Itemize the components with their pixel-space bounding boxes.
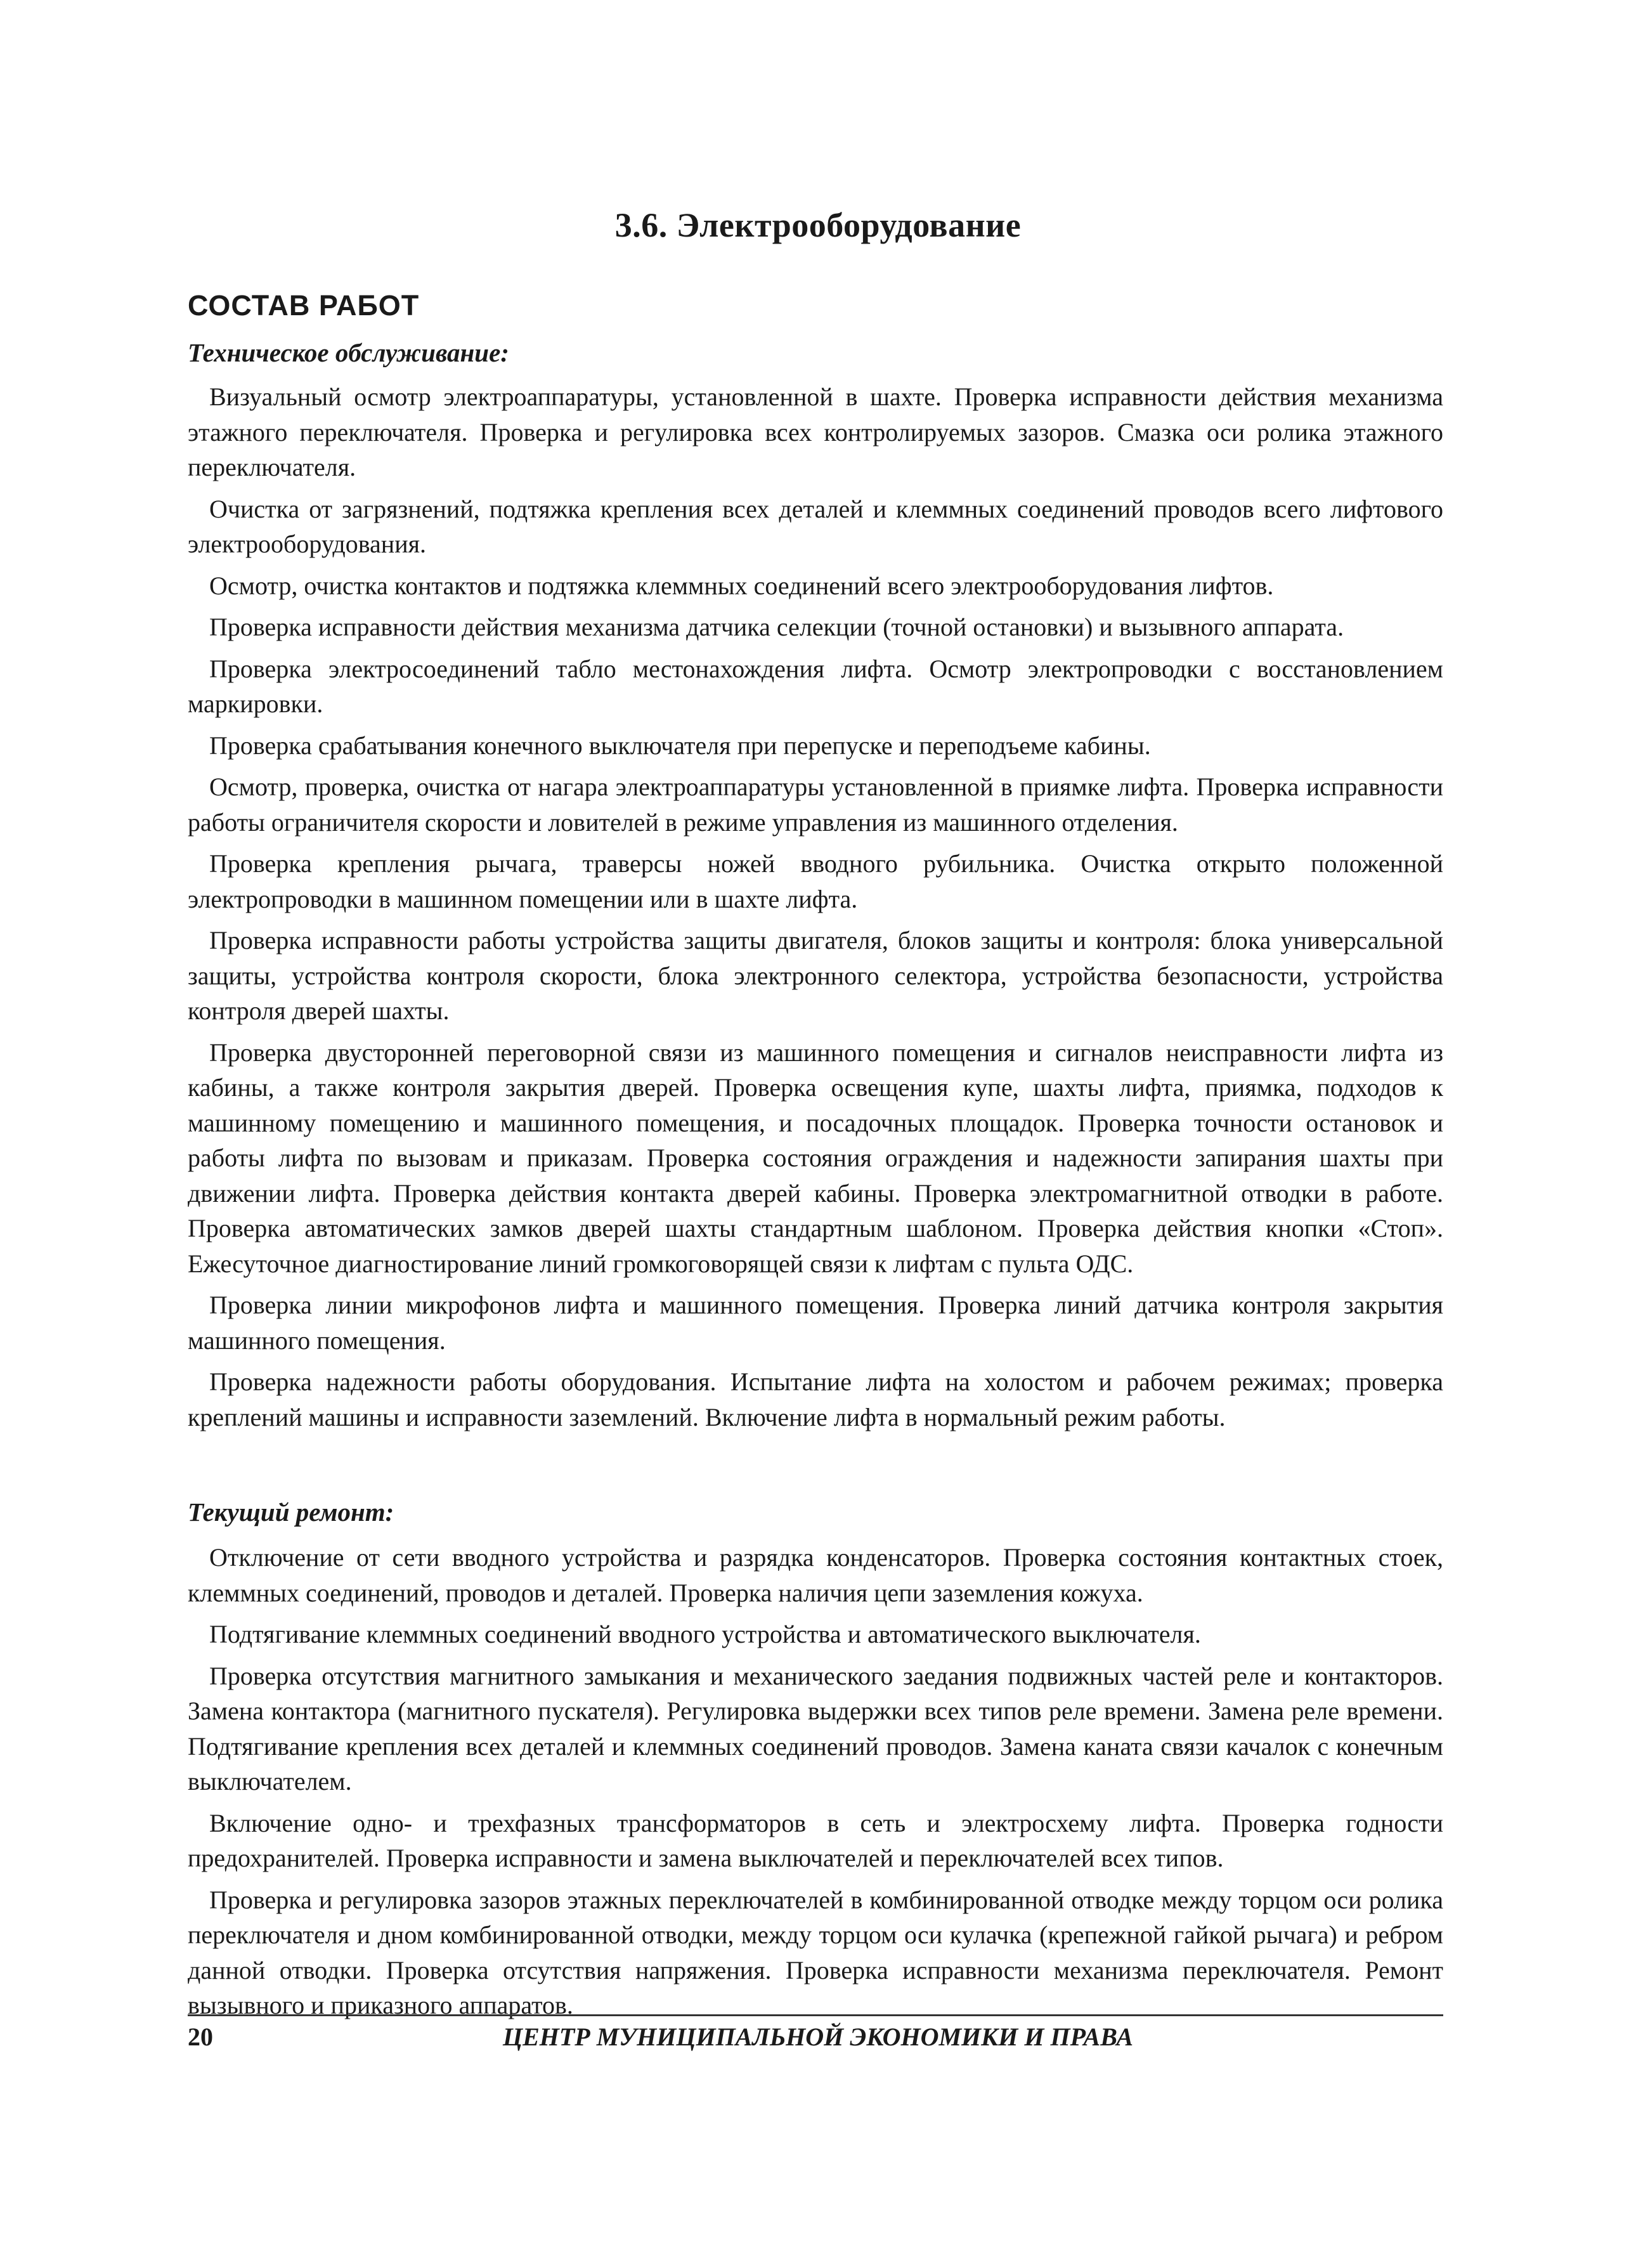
footer-rule — [188, 2014, 1443, 2016]
maintenance-paragraph: Очистка от загрязнений, подтяжка крепления всех деталей и клеммных соединений проводов всего лифтового электрооборудования. — [188, 494, 1443, 558]
section-title: 3.6. Электрооборудование — [614, 206, 1022, 244]
repair-paragraph: Подтягивание клеммных соединений вводного устройства и автоматического выключателя. — [209, 1620, 1201, 1648]
maintenance-paragraph: Осмотр, очистка контактов и подтяжка клеммных соединений всего электрооборудования лифтов. — [209, 571, 1274, 600]
repair-paragraph: Проверка отсутствия магнитного замыкания и механического заедания подвижных частей реле и контакторов. Замена контактора (магнитного пускателя). Регулировка выдержки всех типов реле времени. Замена реле времени. Подтягивание крепления всех деталей и клеммных соединений проводов. Замена каната связи качалок с конечным выключателем. — [188, 1661, 1443, 1796]
maintenance-paragraph: Визуальный осмотр электроаппаратуры, установленной в шахте. Проверка исправности действия механизма этажного переключателя. Проверка и регулировка всех контролируемых зазоров. Смазка оси ролика этажного переключателя. — [188, 382, 1443, 481]
publisher-name: ЦЕНТР МУНИЦИПАЛЬНОЙ ЭКОНОМИКИ И ПРАВА — [502, 2023, 1134, 2051]
maintenance-paragraph: Проверка крепления рычага, траверсы ножей вводного рубильника. Очистка открыто положенной электропроводки в машинном помещении или в шахте лифта. — [188, 849, 1443, 913]
repair-paragraph: Проверка и регулировка зазоров этажных переключателей в комбинированной отводке между торцом оси ролика переключателя и дном комбинированной отводки, между торцом оси кулачка (крепежной гайкой рычага) и ребром данной отводки. Проверка отсутствия напряжения. Проверка исправности механизма переключателя. Ремонт вызывного и приказного аппаратов. — [188, 1885, 1443, 2019]
maintenance-paragraph: Проверка электросоединений табло местонахождения лифта. Осмотр электропроводки с восстановлением маркировки. — [188, 654, 1443, 718]
maintenance-paragraph: Проверка срабатывания конечного выключателя при перепуске и переподъеме кабины. — [209, 731, 1151, 760]
repair-paragraph: Отключение от сети вводного устройства и разрядка конденсаторов. Проверка состояния контактных стоек, клеммных соединений, проводов и деталей. Проверка наличия цепи заземления кожуха. — [188, 1543, 1443, 1607]
repair-subheading: Текущий ремонт: — [188, 1497, 394, 1527]
repair-paragraph: Включение одно- и трехфазных трансформаторов в сеть и электросхему лифта. Проверка годности предохранителей. Проверка исправности и замена выключателей и переключателей всех типов. — [188, 1808, 1443, 1872]
work-composition-heading: СОСТАВ РАБОТ — [188, 289, 420, 322]
maintenance-paragraph: Проверка двусторонней переговорной связи из машинного помещения и сигналов неисправности лифта из кабины, а также контроля закрытия дверей. Проверка освещения купе, шахты лифта, приямка, подходов к машинному помещению и машинного помещения, и посадочных площадок. Проверка точности остановок и работы лифта по вызовам и приказам. Проверка состояния ограждения и надежности запирания шахты при движении лифта. Проверка действия контакта дверей кабины. Проверка электромагнитной отводки в работе. Проверка автоматических замков дверей шахты стандартным шаблоном. Проверка действия кнопки «Стоп». Ежесуточное диагностирование линий громкоговорящей связи к лифтам с пульта ОДС. — [188, 1038, 1443, 1278]
maintenance-paragraph: Проверка исправности работы устройства защиты двигателя, блоков защиты и контроля: блока универсальной защиты, устройства контроля скорости, блока электронного селектора, устройства безопасности, устройства контроля дверей шахты. — [188, 926, 1443, 1025]
maintenance-subheading: Техническое обслуживание: — [188, 338, 509, 367]
repair-text — [188, 1540, 1443, 2030]
maintenance-paragraph: Осмотр, проверка, очистка от нагара электроаппаратуры установленной в приямке лифта. Проверка исправности работы ограничителя скорости и ловителей в режиме управления из машинного отделения. — [188, 772, 1443, 837]
maintenance-paragraph: Проверка исправности действия механизма датчика селекции (точной остановки) и вызывного аппарата. — [209, 613, 1344, 641]
page-number: 20 — [188, 2023, 213, 2051]
maintenance-paragraph: Проверка надежности работы оборудования. Испытание лифта на холостом и рабочем режимах; проверка креплений машины и исправности заземлений. Включение лифта в нормальный режим работы. — [188, 1367, 1443, 1431]
maintenance-paragraph: Проверка линии микрофонов лифта и машинного помещения. Проверка линий датчика контроля закрытия машинного помещения. — [188, 1291, 1443, 1355]
maintenance-text — [188, 379, 1443, 1441]
